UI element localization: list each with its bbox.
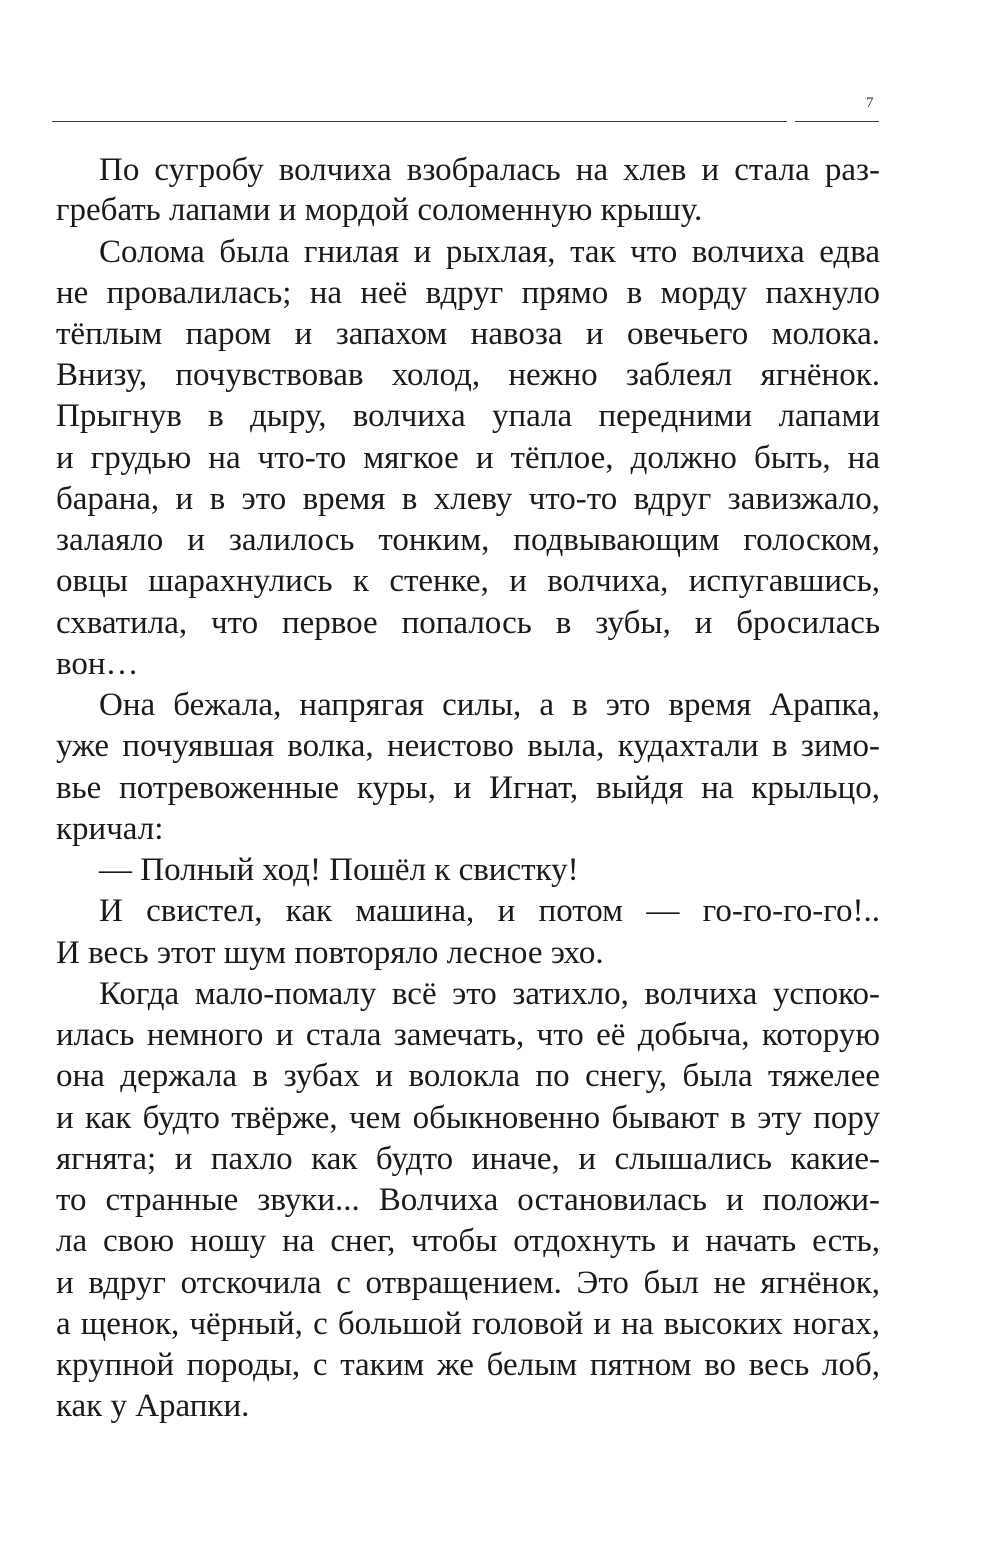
text-line: кричал: xyxy=(56,811,164,847)
text-line: Солома была гнилая и рыхлая, так что волчиха едва xyxy=(99,234,880,270)
text-line: барана, и в это время в хлеву что-то вдруг завизжало, xyxy=(56,481,880,517)
text-line: уже почуявшая волка, неистово выла, кудахтали в зимо- xyxy=(56,728,880,764)
header-rule-short xyxy=(795,121,879,122)
text-line: гребать лапами и мордой соломенную крышу. xyxy=(56,192,703,228)
text-line: илась немного и стала замечать, что её добыча, которую xyxy=(56,1017,880,1053)
text-line: схватила, что первое попалось в зубы, и бросилась xyxy=(56,605,880,641)
text-line: ягнята; и пахло как будто иначе, и слышались какие- xyxy=(56,1141,880,1177)
text-line: залаяло и залилось тонким, подвывающим голоском, xyxy=(56,522,880,558)
text-line: вье потревоженные куры, и Игнат, выйдя на крыльцо, xyxy=(56,770,880,806)
text-line: вон… xyxy=(56,646,139,682)
header-rule-long xyxy=(52,121,787,122)
text-line: Когда мало-помалу всё это затихло, волчиха успоко- xyxy=(99,976,880,1012)
text-line: и вдруг отскочила с отвращением. Это был не ягнёнок, xyxy=(56,1265,880,1301)
text-line: И весь этот шум повторяло лесное эхо. xyxy=(56,935,604,971)
text-line: овцы шарахнулись к стенке, и волчиха, испугавшись, xyxy=(56,563,880,599)
text-line: ла свою ношу на снег, чтобы отдохнуть и начать есть, xyxy=(56,1223,880,1259)
page-number: 7 xyxy=(866,95,874,111)
text-line: тёплым паром и запахом навоза и овечьего молока. xyxy=(56,316,880,352)
text-line: и грудью на что-то мягкое и тёплое, должно быть, на xyxy=(56,440,880,476)
text-line: По сугробу волчиха взобралась на хлев и стала раз- xyxy=(99,152,880,188)
text-line: Прыгнув в дыру, волчиха упала передними лапами xyxy=(56,398,880,434)
text-line: — Полный ход! Пошёл к свистку! xyxy=(99,852,579,888)
text-line: и как будто твёрже, чем обыкновенно бывают в эту пору xyxy=(56,1100,880,1136)
text-line: не провалилась; на неё вдруг прямо в морду пахнуло xyxy=(56,275,880,311)
text-line: то странные звуки... Волчиха остановилась и положи- xyxy=(56,1182,880,1218)
text-line: Внизу, почувствовав холод, нежно заблеял ягнёнок. xyxy=(56,357,880,393)
text-line: И свистел, как машина, и потом — го-го-го-го!.. xyxy=(99,893,880,929)
text-line: она держала в зубах и волокла по снегу, была тяжелее xyxy=(56,1058,880,1094)
text-line: Она бежала, напрягая силы, а в это время Арапка, xyxy=(99,687,880,723)
text-line: а щенок, чёрный, с большой головой и на высоких ногах, xyxy=(56,1306,880,1342)
text-line: крупной породы, с таким же белым пятном во весь лоб, xyxy=(56,1347,880,1383)
text-line: как у Арапки. xyxy=(56,1388,250,1424)
